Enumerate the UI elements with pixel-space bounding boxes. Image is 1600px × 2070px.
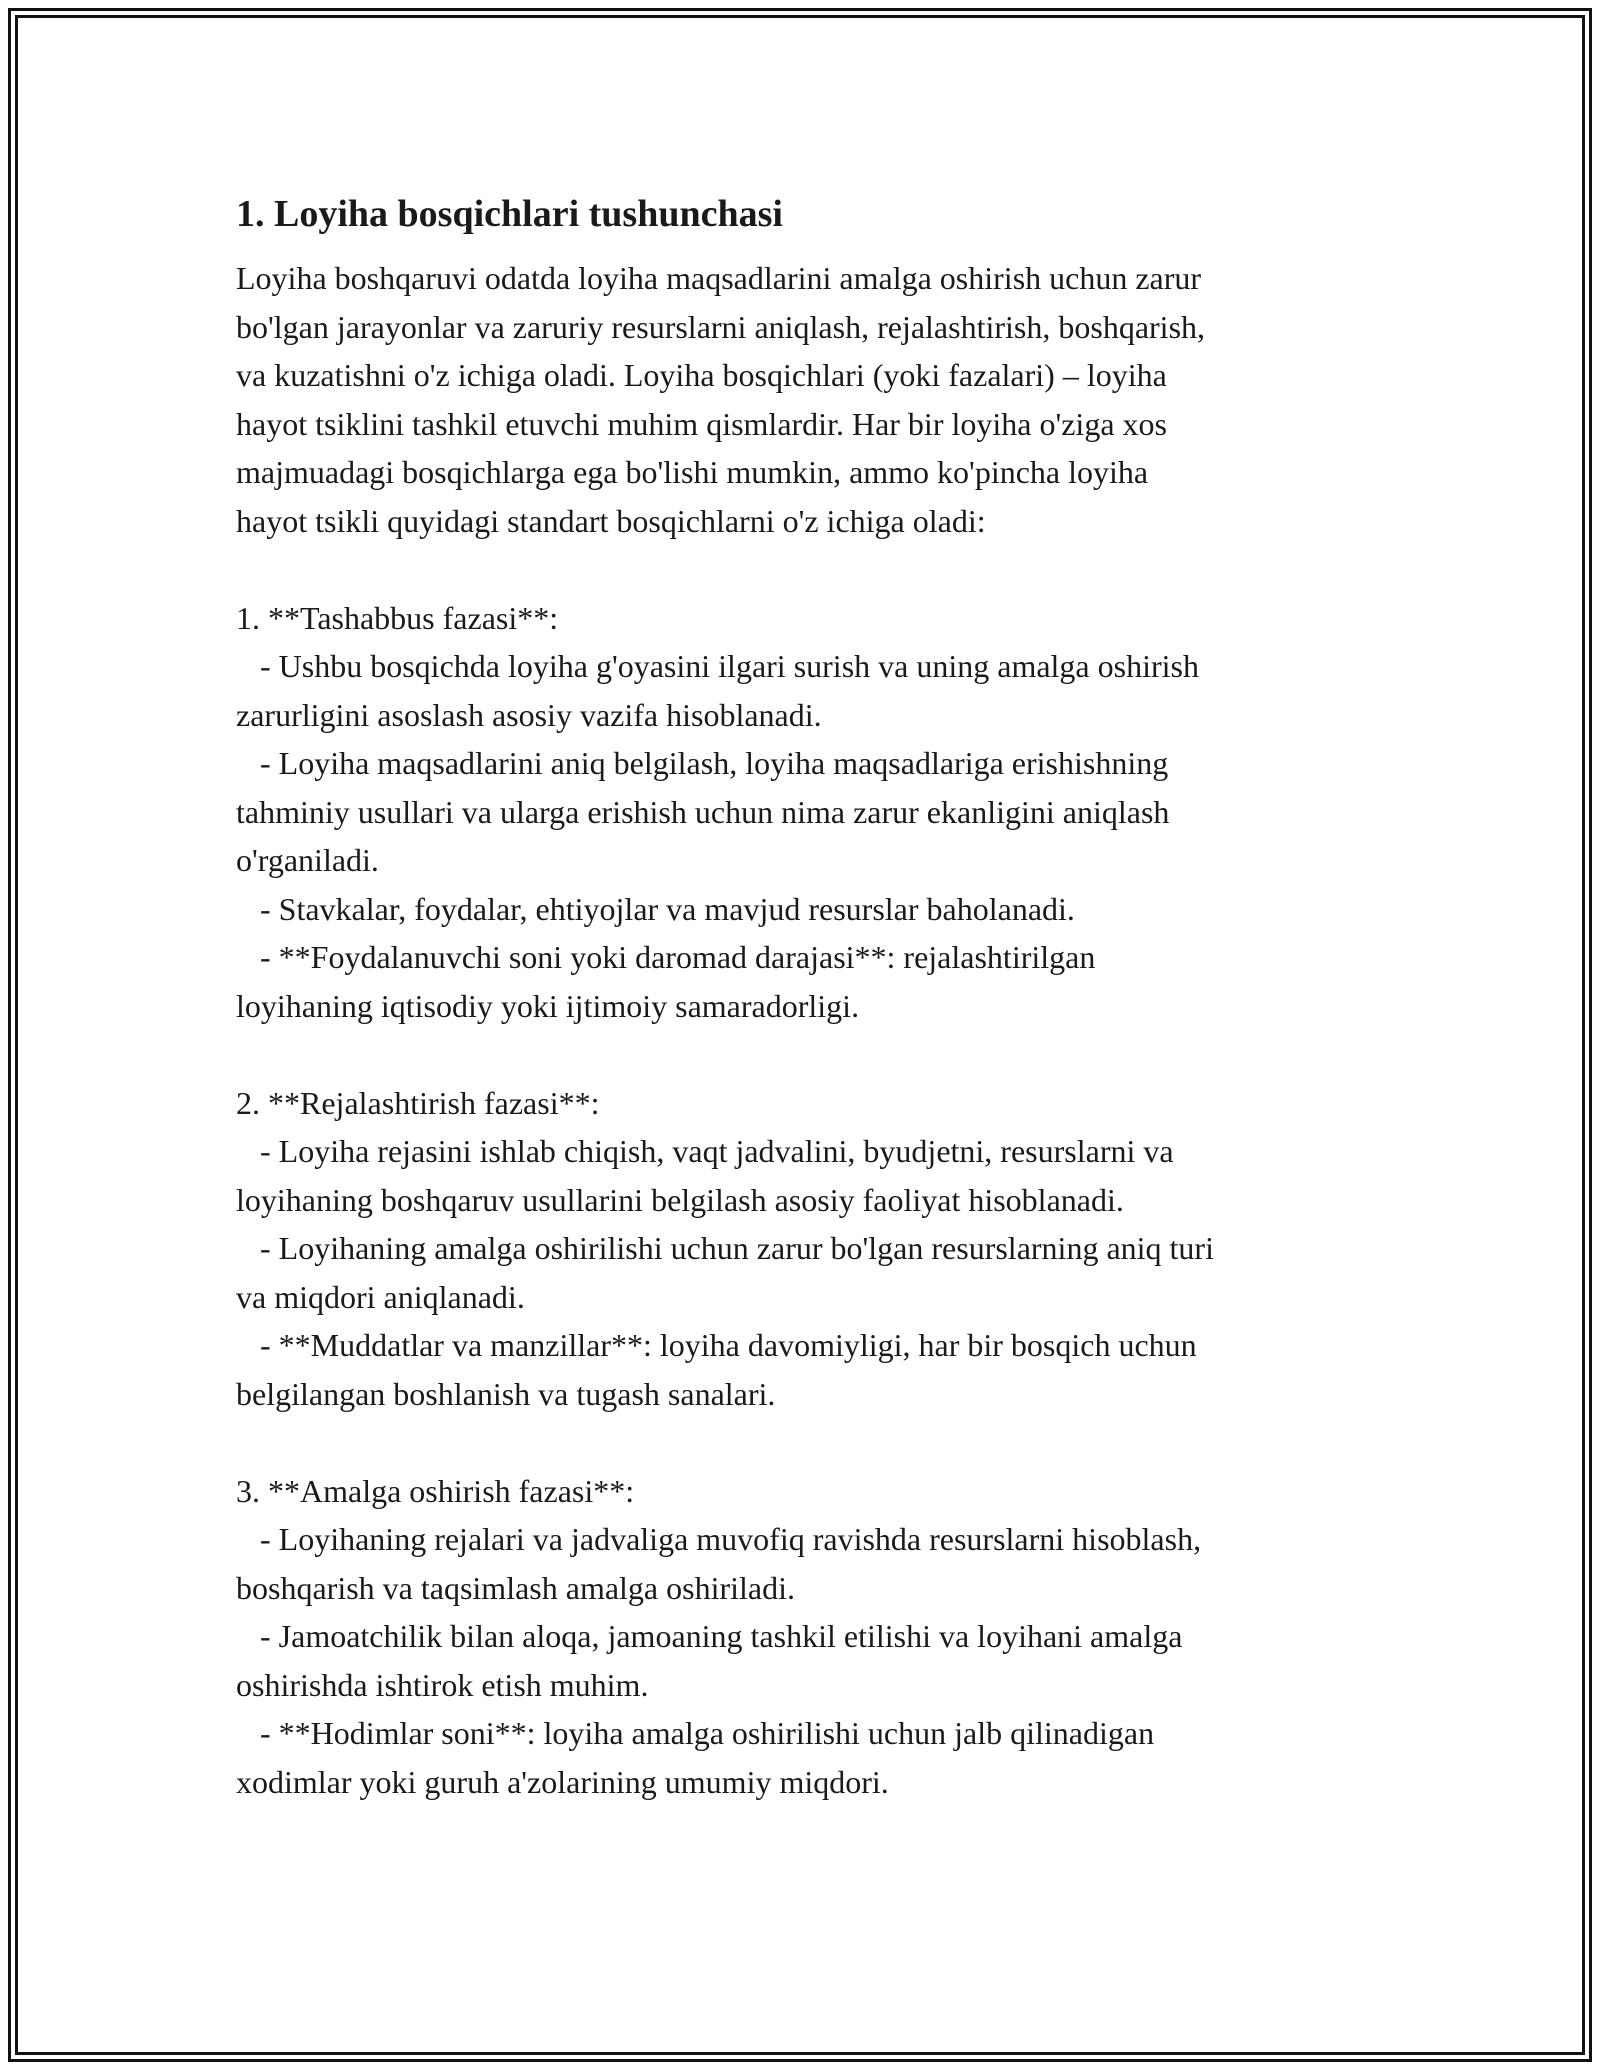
text-line: - Loyiha maqsadlarini aniq belgilash, loyiha maqsadlariga erishishning <box>236 745 1169 781</box>
blank-line <box>236 1418 1386 1467</box>
text-line: loyihaning boshqaruv usullarini belgilash asosiy faoliyat hisoblanadi. <box>236 1181 1124 1218</box>
text-line: xodimlar yoki guruh a'zolarining umumiy miqdori. <box>236 1763 889 1800</box>
text-line: 2. **Rejalashtirish fazasi**: <box>236 1084 600 1121</box>
blank-line <box>236 1030 1386 1079</box>
text-line: - Jamoatchilik bilan aloqa, jamoaning tashkil etilishi va loyihani amalga <box>236 1618 1183 1654</box>
text-lines <box>236 254 1386 1806</box>
text-line: oshirishda ishtirok etish muhim. <box>236 1666 649 1703</box>
text-line: va kuzatishni o'z ichiga oladi. Loyiha bosqichlari (yoki fazalari) – loyiha <box>236 357 1167 393</box>
text-line: va miqdori aniqlanadi. <box>236 1278 525 1315</box>
text-line: - Loyiha rejasini ishlab chiqish, vaqt jadvalini, byudjetni, resurslarni va <box>236 1133 1174 1169</box>
text-line: - Loyihaning rejalari va jadvaliga muvofiq ravishda resurslarni hisoblash, <box>236 1521 1202 1557</box>
text-line: - Ushbu bosqichda loyiha g'oyasini ilgari surish va uning amalga oshirish <box>236 648 1199 684</box>
text-line: - Stavkalar, foydalar, ehtiyojlar va mavjud resurslar baholanadi. <box>236 890 1075 927</box>
text-line: - **Foydalanuvchi soni yoki daromad darajasi**: rejalashtirilgan <box>236 939 1096 975</box>
text-line: majmuadagi bosqichlarga ega bo'lishi mumkin, ammo ko'pincha loyiha <box>236 454 1149 490</box>
text-line: - **Muddatlar va manzillar**: loyiha davomiyligi, har bir bosqich uchun <box>236 1327 1197 1363</box>
document-body <box>236 190 1386 1806</box>
text-line: tahminiy usullari va ularga erishish uchun nima zarur ekanligini aniqlash <box>236 793 1170 830</box>
blank-line <box>236 545 1386 594</box>
text-line: zarurligini asoslash asosiy vazifa hisoblanadi. <box>236 696 822 733</box>
text-line: - **Hodimlar soni**: loyiha amalga oshirilishi uchun jalb qilinadigan <box>236 1715 1155 1751</box>
text-line: - Loyihaning amalga oshirilishi uchun zarur bo'lgan resurslarning aniq turi <box>236 1230 1214 1266</box>
text-line: 1. **Tashabbus fazasi**: <box>236 599 559 636</box>
text-line: o'rganiladi. <box>236 842 379 878</box>
text-line: Loyiha boshqaruvi odatda loyiha maqsadlarini amalga oshirish uchun zarur <box>236 260 1202 296</box>
section-heading: 1. Loyiha bosqichlari tushunchasi <box>236 193 783 235</box>
text-line: hayot tsiklini tashkil etuvchi muhim qismlardir. Har bir loyiha o'ziga xos <box>236 405 1167 442</box>
text-line: bo'lgan jarayonlar va zaruriy resurslarni aniqlash, rejalashtirish, boshqarish, <box>236 308 1206 345</box>
text-line: loyihaning iqtisodiy yoki ijtimoiy samaradorligi. <box>236 987 860 1024</box>
text-line: belgilangan boshlanish va tugash sanalari. <box>236 1375 776 1412</box>
text-line: hayot tsikli quyidagi standart bosqichlarni o'z ichiga oladi: <box>236 502 986 539</box>
text-line: boshqarish va taqsimlash amalga oshiriladi. <box>236 1569 795 1606</box>
text-line: 3. **Amalga oshirish fazasi**: <box>236 1472 635 1509</box>
